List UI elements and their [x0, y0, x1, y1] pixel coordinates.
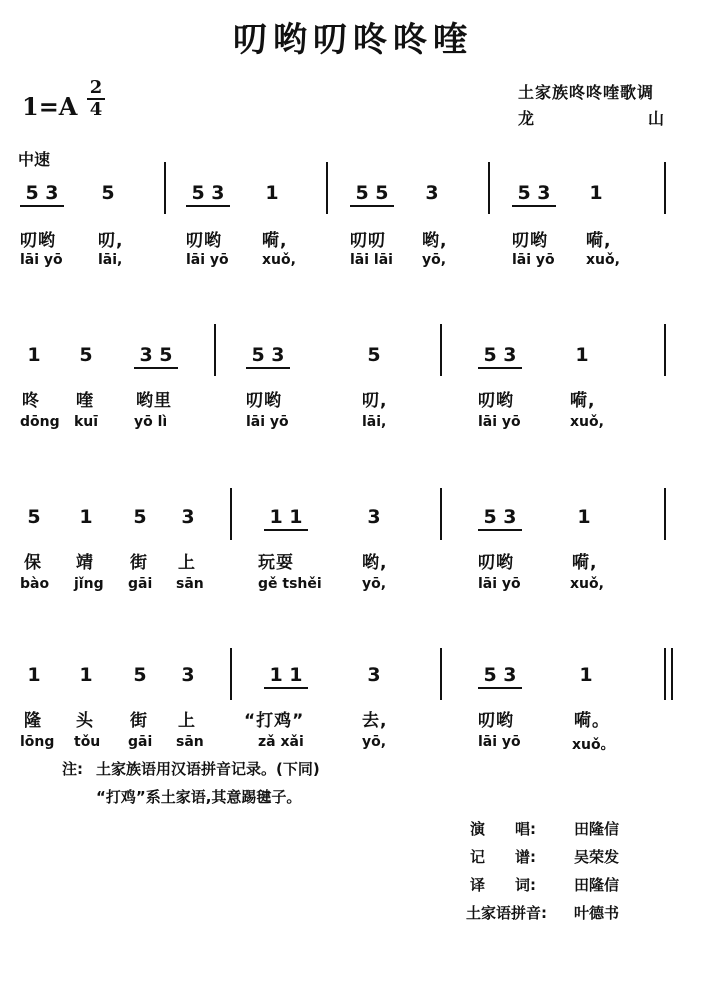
lyric: 街: [130, 553, 148, 573]
credit-name-pinyin: 叶德书: [574, 904, 620, 922]
bar-line: [440, 648, 442, 700]
bar-line: [214, 324, 216, 376]
note: 5: [133, 506, 147, 528]
pinyin: lāi yō: [512, 252, 555, 268]
lyric: 玩耍: [258, 553, 294, 573]
credit-role-singer: 演 唱:: [470, 820, 536, 838]
note: 1: [589, 182, 603, 204]
note-group: 3 5: [134, 344, 178, 369]
credit-name-notation: 吴荣发: [574, 848, 620, 866]
pinyin: tǒu: [74, 734, 101, 750]
pinyin: lāi,: [98, 252, 123, 268]
note: 5: [79, 344, 93, 366]
arranger-char-2: 山: [648, 109, 665, 128]
lyric: 街: [130, 711, 148, 731]
bar-line: [230, 648, 232, 700]
lyric: 头: [76, 711, 94, 731]
bar-line: [164, 162, 166, 214]
credit-role-pinyin: 土家语拼音:: [466, 904, 547, 922]
lyric: 嗬,: [262, 231, 288, 251]
lyric: 咚: [22, 391, 40, 411]
note: 1: [79, 664, 93, 686]
time-signature: [84, 78, 108, 120]
meter-bottom: 4: [89, 99, 103, 120]
annotation-label: 注:: [62, 760, 83, 778]
note-group: 1 1: [264, 506, 308, 531]
bar-line: [230, 488, 232, 540]
note: 5: [27, 506, 41, 528]
lyric: “打鸡”: [244, 711, 305, 731]
note-group: 5 3: [246, 344, 290, 369]
lyric: 叨哟: [478, 711, 514, 731]
credit-name-singer: 田隆信: [574, 820, 620, 838]
annotation-line-1: 土家族语用汉语拼音记录。(下同): [96, 760, 320, 778]
bar-line: [440, 488, 442, 540]
lyric: 上: [178, 553, 196, 573]
note: 1: [27, 664, 41, 686]
song-title: 叨哟叨咚咚喹: [233, 20, 473, 60]
lyric: 去,: [362, 711, 388, 731]
pinyin: lāi,: [362, 414, 387, 430]
pinyin: xuǒ,: [262, 252, 296, 268]
pinyin: bào: [20, 576, 50, 592]
pinyin: yō,: [362, 734, 387, 750]
lyric: 嗬。: [574, 711, 610, 731]
pinyin: lōng: [20, 734, 55, 750]
note: 1: [579, 664, 593, 686]
pinyin: kuī: [74, 414, 99, 430]
lyric: 嗬,: [586, 231, 612, 251]
note: 5: [367, 344, 381, 366]
final-double-bar: [664, 648, 673, 700]
pinyin: lāi yō: [186, 252, 229, 268]
meter-top: 2: [89, 77, 103, 98]
lyric: 上: [178, 711, 196, 731]
lyric: 哟,: [362, 553, 388, 573]
bar-line: [664, 488, 666, 540]
lyric: 叨,: [98, 231, 124, 251]
note: 1: [27, 344, 41, 366]
annotation-line-2: “打鸡”系土家语,其意踢毽子。: [96, 788, 302, 806]
lyric: 保: [24, 553, 42, 573]
note-group: 5 3: [478, 344, 522, 369]
pinyin: xuǒ,: [570, 414, 604, 430]
bar-line: [664, 162, 666, 214]
pinyin: xuǒ,: [570, 576, 604, 592]
lyric: 隆: [24, 711, 42, 731]
pinyin: zǎ xǎi: [258, 734, 304, 750]
lyric: 叨,: [362, 391, 388, 411]
pinyin: lāi yō: [20, 252, 63, 268]
note-group: 5 3: [20, 182, 64, 207]
pinyin: dōng: [20, 414, 60, 430]
credit-name-translation: 田隆信: [574, 876, 620, 894]
pinyin: yō,: [422, 252, 447, 268]
note: 3: [367, 506, 381, 528]
pinyin: lāi yō: [478, 576, 521, 592]
lyric: 叨哟: [478, 553, 514, 573]
note-group: 5 3: [478, 506, 522, 531]
pinyin: xuǒ。: [572, 737, 615, 753]
note-group: 5 3: [186, 182, 230, 207]
lyric: 哟里: [136, 391, 172, 411]
pinyin: sān: [176, 576, 204, 592]
note: 1: [265, 182, 279, 204]
lyric: 叨哟: [186, 231, 222, 251]
note: 5: [133, 664, 147, 686]
pinyin: jǐng: [74, 576, 104, 592]
note: 3: [367, 664, 381, 686]
source-genre: 土家族咚咚喹歌调: [518, 83, 655, 102]
pinyin: lāi yō: [478, 734, 521, 750]
lyric: 叨哟: [246, 391, 282, 411]
note: 3: [425, 182, 439, 204]
note-group: 1 1: [264, 664, 308, 689]
note-group: 5 5: [350, 182, 394, 207]
bar-line: [440, 324, 442, 376]
arranger-char-1: 龙: [518, 109, 535, 128]
key-signature: 1=A: [22, 92, 78, 121]
credit-role-notation: 记 谱:: [470, 848, 536, 866]
credit-role-translation: 译 词:: [470, 876, 536, 894]
pinyin: lāi yō: [246, 414, 289, 430]
lyric: 喹: [76, 391, 94, 411]
note: 5: [101, 182, 115, 204]
note: 1: [575, 344, 589, 366]
pinyin: gāi: [128, 734, 153, 750]
bar-line: [664, 324, 666, 376]
note: 1: [79, 506, 93, 528]
bar-line: [326, 162, 328, 214]
note: 3: [181, 506, 195, 528]
pinyin: gě tshěi: [258, 576, 322, 592]
lyric: 叨叨: [350, 231, 386, 251]
pinyin: lāi yō: [478, 414, 521, 430]
bar-line: [488, 162, 490, 214]
pinyin: xuǒ,: [586, 252, 620, 268]
note-group: 5 3: [512, 182, 556, 207]
pinyin: gāi: [128, 576, 153, 592]
pinyin: sān: [176, 734, 204, 750]
note-group: 5 3: [478, 664, 522, 689]
pinyin: yō,: [362, 576, 387, 592]
lyric: 靖: [76, 553, 94, 573]
lyric: 哟,: [422, 231, 448, 251]
pinyin: yō lì: [134, 414, 168, 430]
note: 1: [577, 506, 591, 528]
lyric: 叨哟: [512, 231, 548, 251]
lyric: 嗬,: [572, 553, 598, 573]
note: 3: [181, 664, 195, 686]
lyric: 叨哟: [20, 231, 56, 251]
pinyin: lāi lāi: [350, 252, 393, 268]
lyric: 叨哟: [478, 391, 514, 411]
lyric: 嗬,: [570, 391, 596, 411]
tempo-marking: 中速: [18, 150, 51, 169]
